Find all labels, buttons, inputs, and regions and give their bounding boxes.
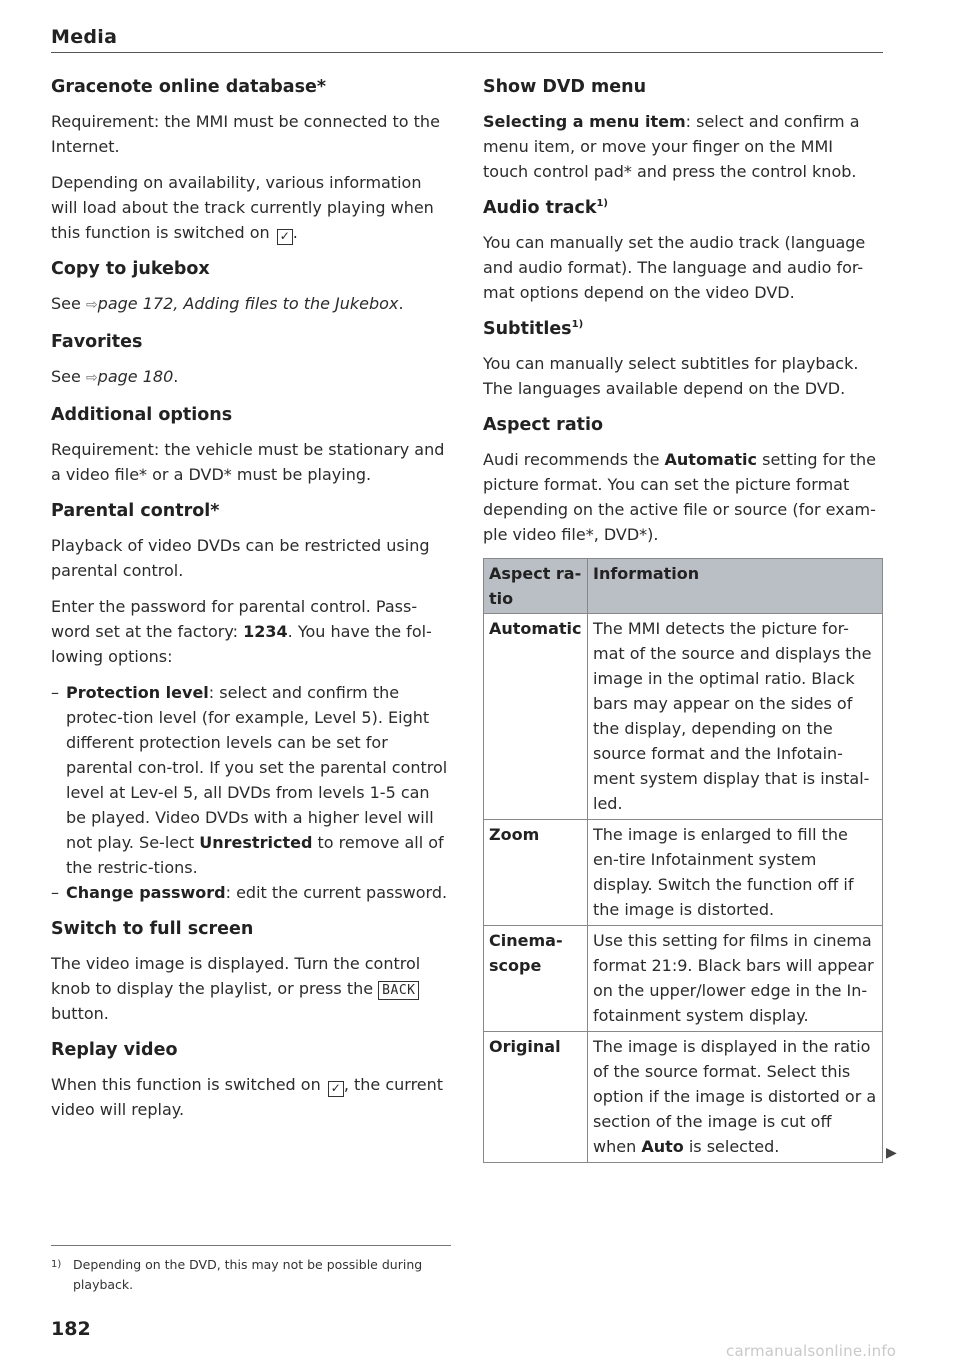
page-reference-link[interactable]: page 172, Adding files to the Jukebox [97,294,399,313]
protection-level-text-end: to remove all of the restric-tions. [66,833,444,877]
aspect-text-end: setting for the picture format. You can set the picture format depending on the active file or source (for exam-ple video file*, DVD*). [483,450,877,544]
table-row [484,926,883,1032]
heading-additional-options: Additional options [51,405,233,425]
heading-subtitles [483,316,883,342]
gracenote-description [51,170,451,245]
page-reference-link[interactable]: page 180 [97,367,174,386]
section-title: Media [51,26,118,48]
back-key: BACK [378,981,419,1000]
row-key: Automatic [484,614,588,820]
protection-level-text: : select and confirm the protec-tion level (for example, Level 5). Eight different protection levels can be set for parental con-trol. If you set the parental control level at Lev-el 5, all DVDs from levels 1-5 can be played. Video DVDs with a higher level will not play. Se-lect [66,683,448,852]
table-row [484,820,883,926]
page-header [51,24,883,53]
automatic-label: Automatic [664,450,758,469]
protection-level-label: Protection level [66,683,209,702]
right-column [483,74,883,1163]
change-password-text: : edit the current password. [225,883,448,902]
gracenote-requirement: Requirement: the MMI must be connected to the Internet. [51,112,440,156]
footnote-ref: 1) [571,319,584,331]
replay-text-end: , the current video will replay. [51,1075,444,1119]
row-info [588,1032,883,1163]
column-header-aspect-ratio: Aspect ra-tio [484,559,588,614]
subtitles-title: Subtitles [483,319,572,339]
list-item [51,880,451,905]
dvd-menu-description [483,109,883,184]
see-label: See [51,367,81,386]
heading-parental-control: Parental control* [51,501,220,521]
heading-favorites: Favorites [51,332,143,352]
page-number: 182 [51,1318,91,1340]
period: . [292,223,298,242]
full-screen-text: The video image is displayed. Turn the control knob to display the playlist, or press the [51,954,421,998]
copy-to-jukebox-ref [51,291,451,318]
watermark: carmanualsonline.info [726,1342,897,1360]
row-info-text-end: is selected. [688,1137,780,1156]
arrow-right-icon: ⇨ [85,297,98,313]
row-key: Cinema-scope [484,926,588,1032]
table-header-row [484,559,883,614]
factory-code: 1234 [243,622,288,641]
selecting-menu-item-label: Selecting a menu item [483,112,686,131]
audio-track-description: You can manually set the audio track (language and audio format). The language and audio for-mat options depend on the video DVD. [483,233,866,302]
continue-arrow-icon: ▶ [886,1145,897,1161]
parental-options-list [51,680,451,905]
heading-gracenote: Gracenote online database* [51,77,327,97]
audio-track-title: Audio track [483,198,597,218]
see-label: See [51,294,81,313]
heading-full-screen: Switch to full screen [51,919,254,939]
auto-label: Auto [641,1137,684,1156]
full-screen-description [51,951,451,1026]
row-info: Use this setting for films in cinema format 21:9. Black bars will appear on the upper/lower edge in the In-fotainment system display. [588,926,883,1032]
password-text-end: . You have the fol-lowing options: [51,622,432,666]
favorites-ref [51,364,451,391]
dvd-menu-text: : select and confirm a menu item, or move your finger on the MMI touch control pad* and press the control knob. [483,112,860,181]
unrestricted-label: Unrestricted [199,833,313,852]
heading-replay-video: Replay video [51,1040,178,1060]
replay-text: When this function is switched on [51,1075,321,1094]
heading-copy-to-jukebox: Copy to jukebox [51,259,210,279]
heading-audio-track [483,195,883,221]
change-password-label: Change password [66,883,226,902]
list-item [51,680,451,880]
row-info: The image is enlarged to fill the en-tire Infotainment system display. Switch the function off if the image is distorted. [588,820,883,926]
aspect-ratio-description [483,447,883,547]
footnote-ref: 1) [596,198,608,210]
checkbox-checked-icon: ✓ [277,229,293,245]
footnote [51,1255,473,1295]
aspect-text: Audi recommends the [483,450,660,469]
table-row [484,1032,883,1163]
heading-show-dvd-menu: Show DVD menu [483,77,647,97]
row-key: Zoom [484,820,588,926]
gracenote-description-text: Depending on availability, various information will load about the track currently playing when this function is switched on [51,173,434,242]
heading-aspect-ratio: Aspect ratio [483,415,604,435]
checkbox-checked-icon: ✓ [328,1081,344,1097]
row-info-text: The image is displayed in the ratio of the source format. Select this option if the image is distorted or a section of the image is cut off when [593,1037,877,1156]
column-header-information: Information [588,559,883,614]
subtitles-description: You can manually select subtitles for playback. The languages available depend on the DVD. [483,354,859,398]
period: . [173,367,179,386]
footnote-divider [51,1245,451,1246]
full-screen-text-end: button. [51,1004,109,1023]
parental-control-password [51,594,451,669]
period: . [398,294,404,313]
arrow-right-icon: ⇨ [85,370,98,386]
footnote-mark: 1) [51,1259,62,1270]
row-key: Original [484,1032,588,1163]
password-text: Enter the password for parental control. Pass-word set at the factory: [51,597,418,641]
row-info: The MMI detects the picture for-mat of the source and displays the image in the optimal ratio. Black bars may appear on the sides of the display, depending on the source format and the Infotain-ment system display that is instal-led. [588,614,883,820]
additional-options-requirement: Requirement: the vehicle must be stationary and a video file* or a DVD* must be playing. [51,440,445,484]
footnote-text: Depending on the DVD, this may not be possible during playback. [73,1257,423,1292]
table-row [484,614,883,820]
aspect-ratio-table [483,558,883,1163]
parental-control-intro: Playback of video DVDs can be restricted using parental control. [51,536,430,580]
left-column [51,74,451,1133]
replay-video-description [51,1072,451,1122]
